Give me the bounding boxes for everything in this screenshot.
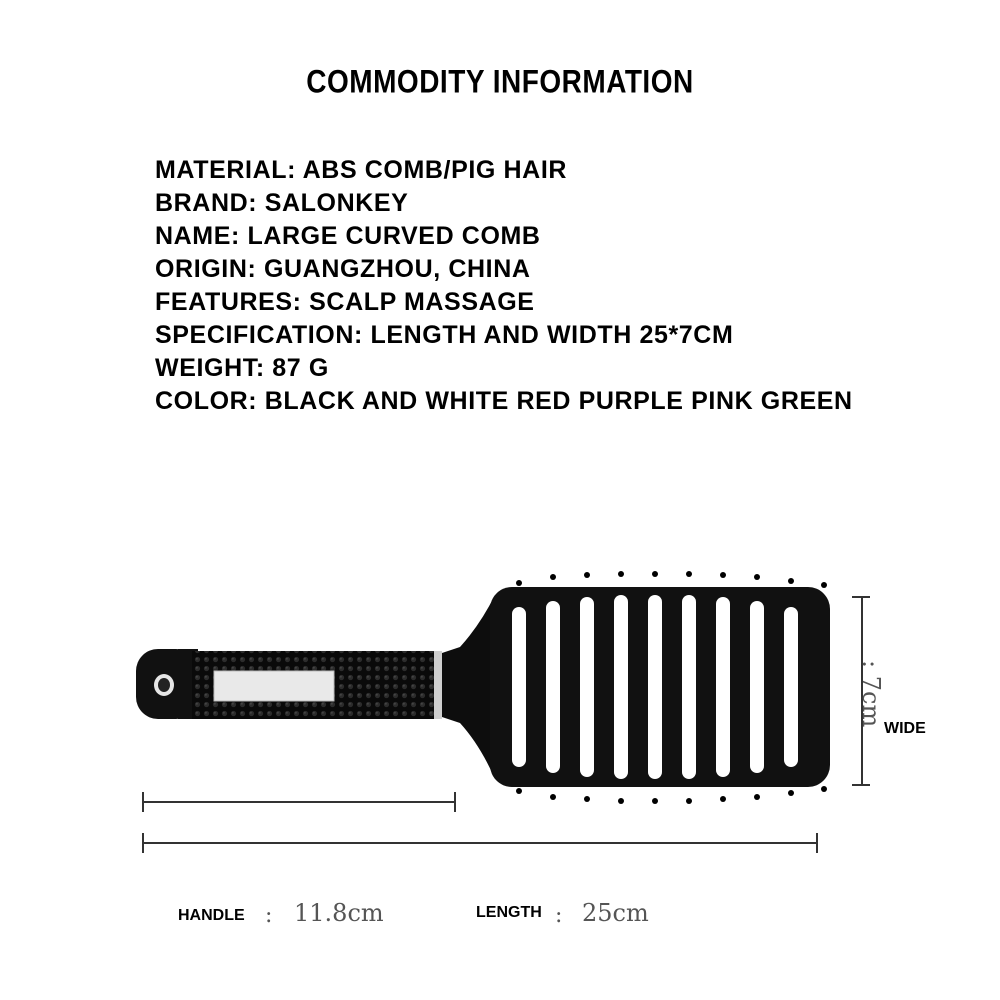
spec-material: MATERIAL: ABS COMB/PIG HAIR	[155, 156, 568, 184]
length-colon: :	[555, 903, 563, 928]
spec-features: FEATURES: SCALP MASSAGE	[155, 288, 535, 316]
length-label: LENGTH	[476, 904, 542, 921]
width-value-text: 7cm	[857, 675, 885, 728]
width-value	[857, 660, 885, 727]
brush-vents	[512, 595, 798, 779]
length-value: 25cm	[582, 899, 649, 927]
width-label: WIDE	[884, 720, 926, 737]
handle-grip	[192, 651, 442, 719]
spec-name: NAME: LARGE CURVED COMB	[155, 222, 541, 250]
handle-label: HANDLE	[178, 907, 245, 924]
handle-cap	[136, 649, 198, 719]
width-colon: :	[857, 660, 885, 669]
brush-image	[130, 565, 850, 815]
spec-color: COLOR: BLACK AND WHITE RED PURPLE PINK GREEN	[155, 387, 853, 415]
handle-colon: :	[265, 903, 273, 928]
spec-specification: SPECIFICATION: LENGTH AND WIDTH 25*7CM	[155, 321, 734, 349]
page-title: COMMODITY INFORMATION	[306, 63, 694, 100]
handle-value: 11.8cm	[294, 899, 384, 927]
spec-weight: WEIGHT: 87 G	[155, 354, 329, 382]
spec-origin: ORIGIN: GUANGZHOU, CHINA	[155, 255, 531, 283]
spec-brand: BRAND: SALONKEY	[155, 189, 409, 217]
spec-list	[155, 154, 853, 418]
